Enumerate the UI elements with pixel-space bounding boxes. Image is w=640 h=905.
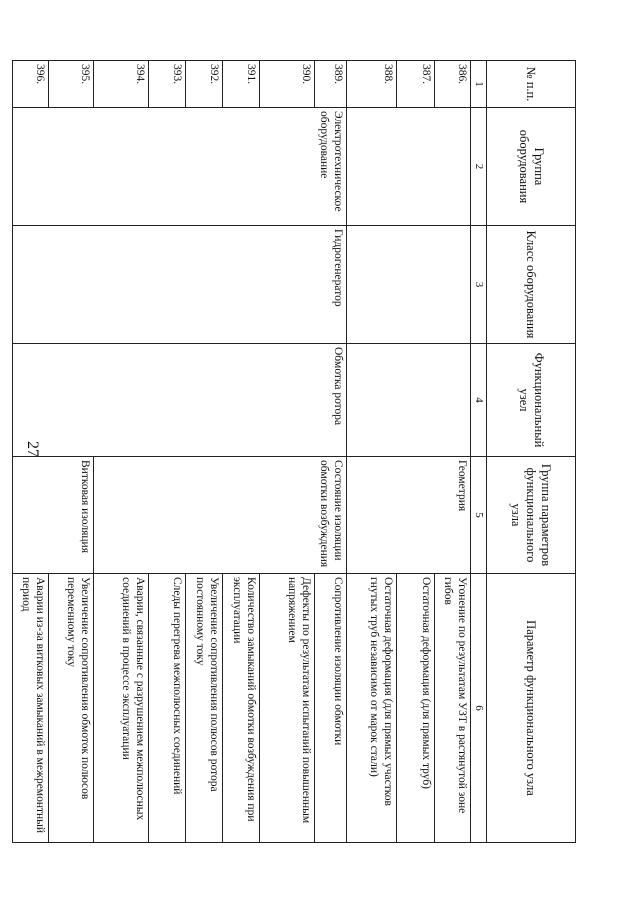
cell-group <box>222 108 259 226</box>
cell-param: Дефекты по результатам испытаний повышенным напряжением <box>259 574 314 843</box>
cell-unit <box>434 344 470 457</box>
header-row <box>487 61 576 843</box>
cell-param-group <box>259 457 314 574</box>
table-row <box>222 61 259 843</box>
cell-class <box>48 226 93 344</box>
table-row <box>314 61 346 843</box>
header-unit: Функциональный узел <box>487 344 576 457</box>
cell-param-group <box>396 457 434 574</box>
cell-group <box>434 108 470 226</box>
row-number: 388. <box>346 61 396 108</box>
cell-param: Увеличение сопротивления полюсов ротора постоянному току <box>185 574 222 843</box>
equipment-parameters-table <box>12 60 576 843</box>
cell-param: Аварии из-за витковых замыканий в межремонтный период <box>12 574 48 843</box>
cell-param: Увеличение сопротивления обмоток полюсов переменному току <box>48 574 93 843</box>
cell-param-group <box>93 457 148 574</box>
cell-unit <box>346 344 396 457</box>
cell-unit <box>259 344 314 457</box>
cell-group: Электротехническое оборудование <box>314 108 346 226</box>
cell-param-group: Состояние изоляции обмотки возбуждения <box>314 457 346 574</box>
row-number: 386. <box>434 61 470 108</box>
cell-param-group <box>148 457 185 574</box>
cell-class <box>346 226 396 344</box>
cell-group <box>396 108 434 226</box>
header-class: Класс оборудования <box>487 226 576 344</box>
table-row <box>48 61 93 843</box>
cell-group <box>48 108 93 226</box>
cell-param-group: Витковая изоляция <box>48 457 93 574</box>
cell-param: Аварии, связанные с разрушением межполюсных соединений в процессе эксплуатации <box>93 574 148 843</box>
cell-param: Количество замыканий обмотки возбуждения при эксплуатации <box>222 574 259 843</box>
col-number: 6 <box>470 574 486 843</box>
cell-class <box>148 226 185 344</box>
row-number: 391. <box>222 61 259 108</box>
row-number: 392. <box>185 61 222 108</box>
cell-group <box>185 108 222 226</box>
cell-unit <box>48 344 93 457</box>
cell-unit <box>148 344 185 457</box>
cell-class <box>93 226 148 344</box>
cell-param-group <box>12 457 48 574</box>
cell-unit <box>12 344 48 457</box>
cell-group <box>346 108 396 226</box>
cell-param: Следы перегрева межполюсных соединений <box>148 574 185 843</box>
cell-param-group <box>222 457 259 574</box>
row-number: 389. <box>314 61 346 108</box>
header-num: № п.п. <box>487 61 576 108</box>
cell-class <box>222 226 259 344</box>
col-number: 5 <box>470 457 486 574</box>
cell-group <box>259 108 314 226</box>
cell-class <box>12 226 48 344</box>
header-group: Группа оборудования <box>487 108 576 226</box>
cell-class <box>259 226 314 344</box>
cell-class: Гидрогенератор <box>314 226 346 344</box>
col-number: 3 <box>470 226 486 344</box>
col-number: 1 <box>470 61 486 108</box>
cell-param: Угонение по результатам УЗТ в растянутой зоне гибов <box>434 574 470 843</box>
cell-class <box>434 226 470 344</box>
table-row <box>93 61 148 843</box>
header-param: Параметр функционального узла <box>487 574 576 843</box>
page-number: 27 <box>24 441 41 457</box>
header-param-group: Группа параметров функционального узла <box>487 457 576 574</box>
row-number: 395. <box>48 61 93 108</box>
cell-class <box>396 226 434 344</box>
row-number: 390. <box>259 61 314 108</box>
cell-unit: Обмотка ротора <box>314 344 346 457</box>
cell-class <box>185 226 222 344</box>
cell-unit <box>222 344 259 457</box>
cell-unit <box>93 344 148 457</box>
row-number: 396. <box>12 61 48 108</box>
cell-param: Сопротивление изоляции обмотки <box>314 574 346 843</box>
table-row <box>396 61 434 843</box>
cell-group <box>93 108 148 226</box>
cell-param-group: Геометрия <box>434 457 470 574</box>
cell-param: Остаточная деформация (для прямых труб) <box>396 574 434 843</box>
table-row <box>346 61 396 843</box>
cell-group <box>148 108 185 226</box>
cell-param-group <box>346 457 396 574</box>
row-number: 393. <box>148 61 185 108</box>
column-number-row <box>470 61 486 843</box>
col-number: 4 <box>470 344 486 457</box>
cell-unit <box>396 344 434 457</box>
cell-param-group <box>185 457 222 574</box>
table-row <box>12 61 48 843</box>
table-row <box>434 61 470 843</box>
cell-param: Остаточная деформация (для прямых участков гнутых труб независимо от марок стали) <box>346 574 396 843</box>
row-number: 387. <box>396 61 434 108</box>
table-row <box>148 61 185 843</box>
row-number: 394. <box>93 61 148 108</box>
col-number: 2 <box>470 108 486 226</box>
table-row <box>185 61 222 843</box>
cell-group <box>12 108 48 226</box>
cell-unit <box>185 344 222 457</box>
table-row <box>259 61 314 843</box>
